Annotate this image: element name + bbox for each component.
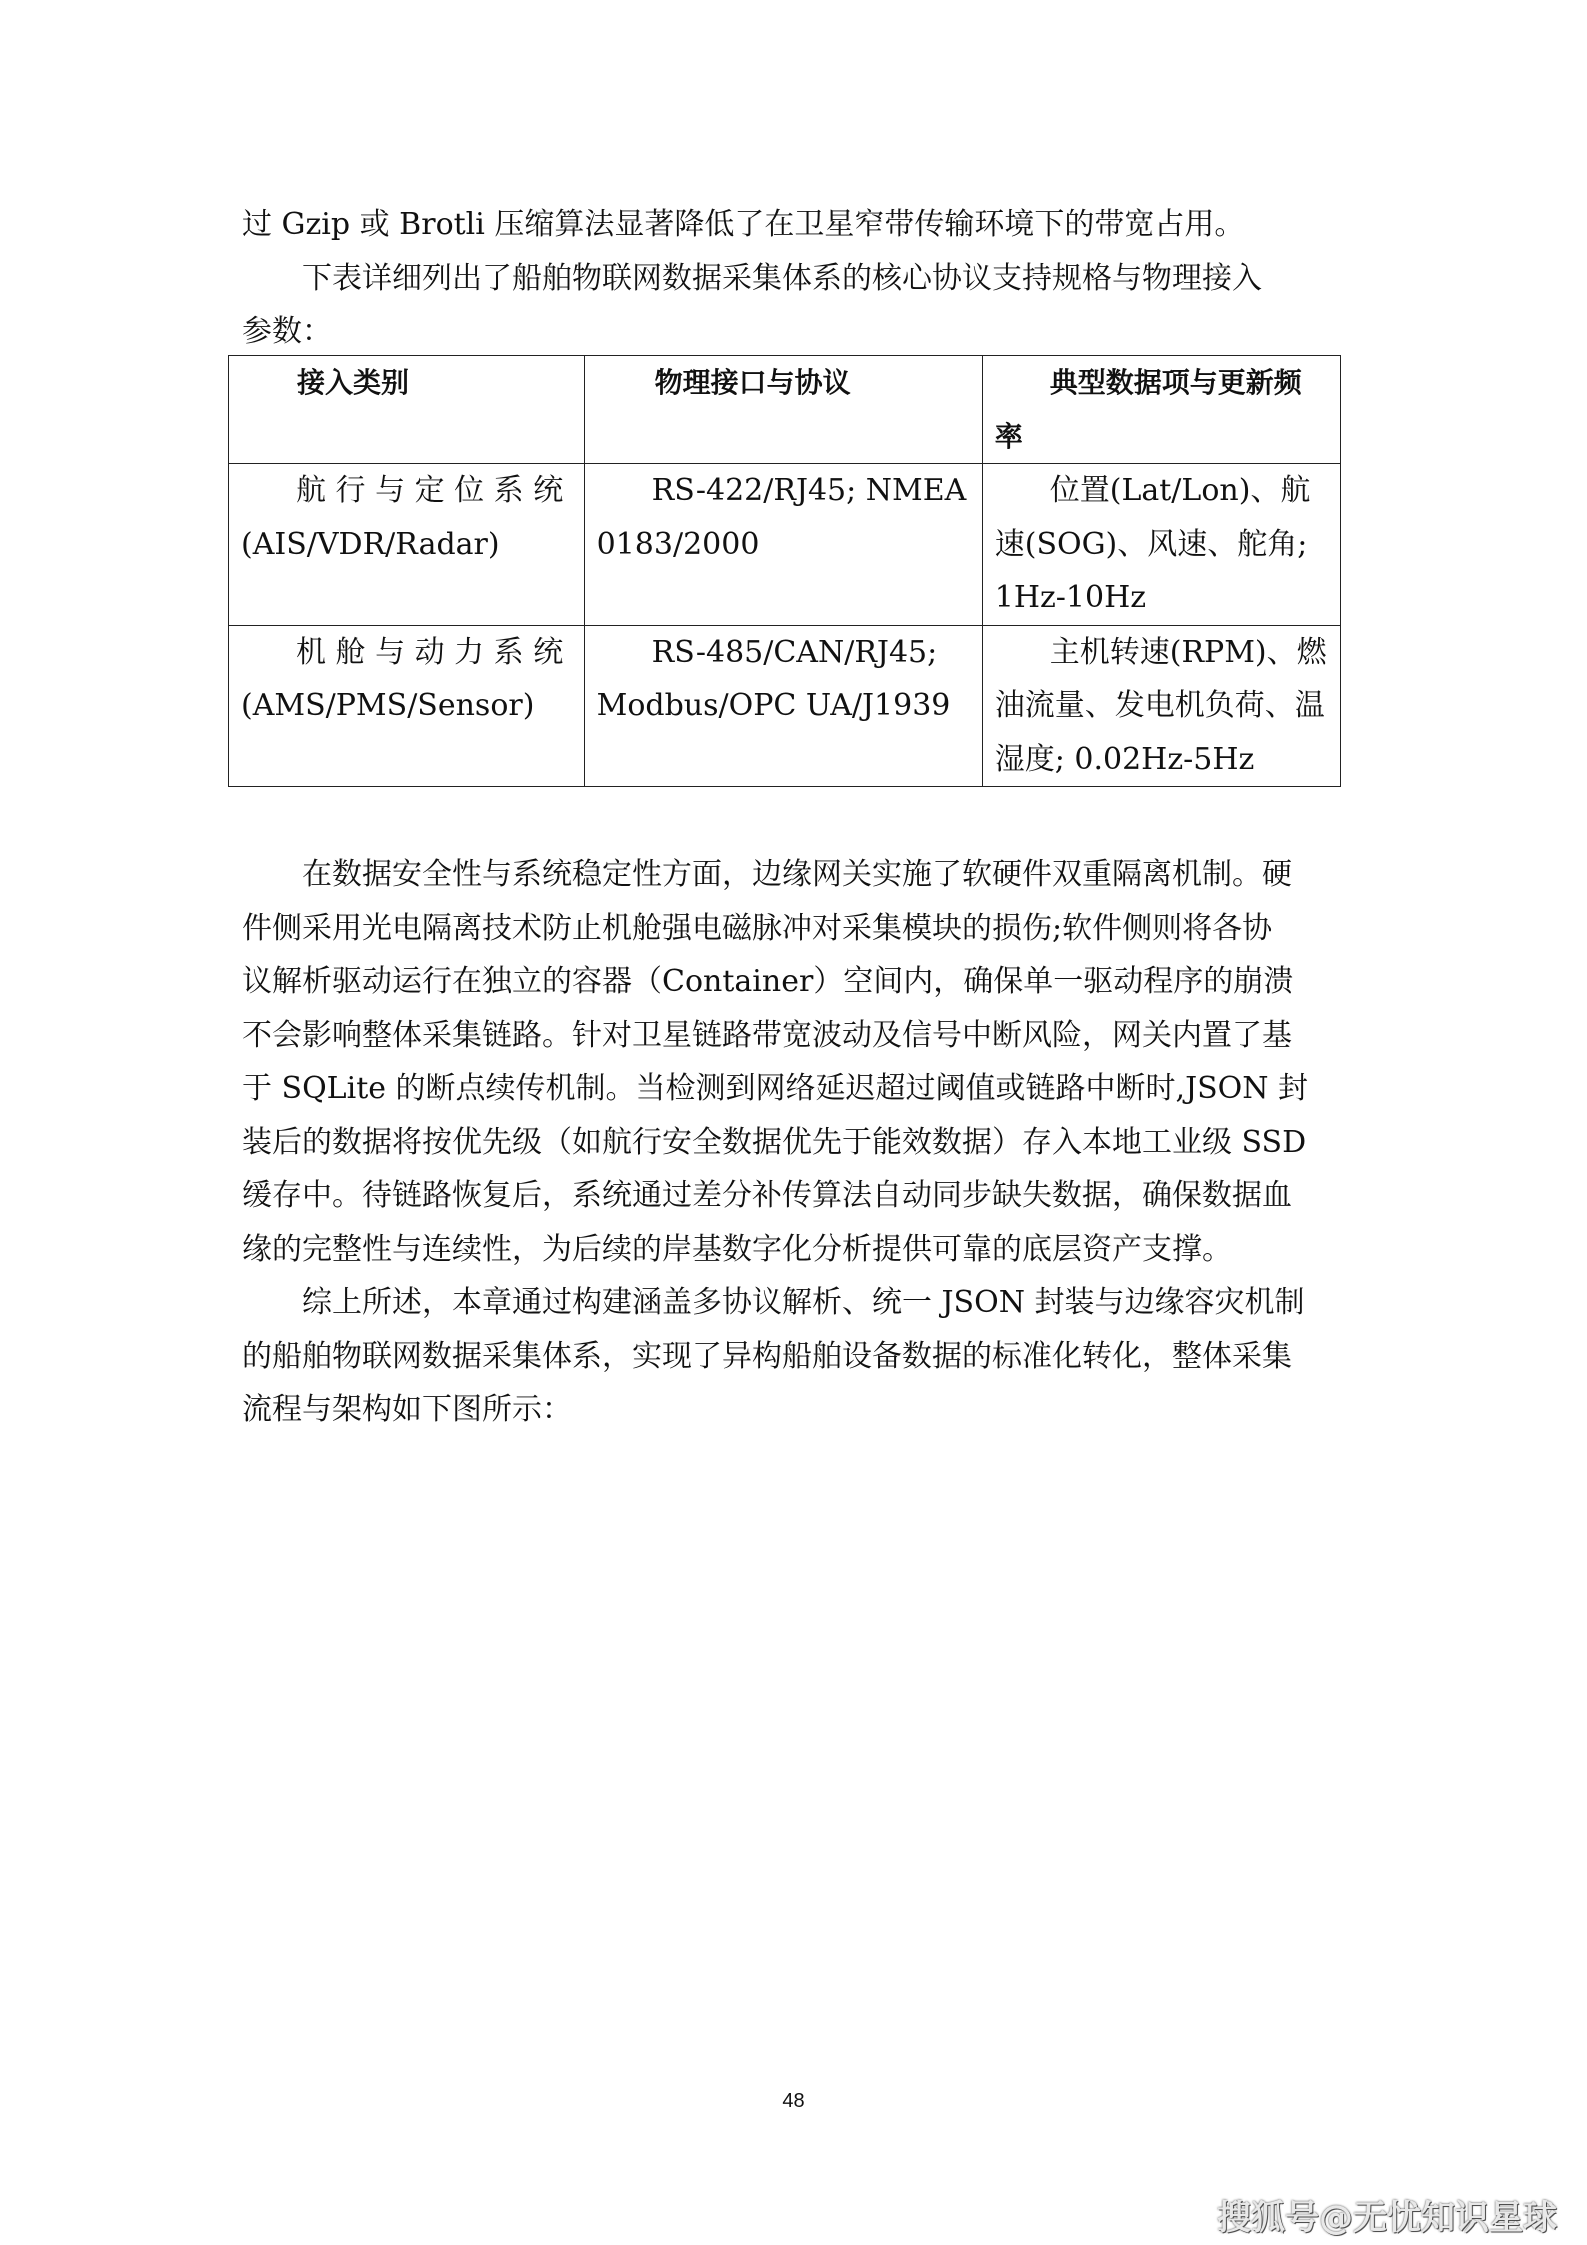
text-line: 参数： — [242, 314, 332, 349]
table-cell: 航 行 与 定 位 系 统 (AIS/VDR/Radar) — [229, 464, 585, 626]
text-line: 缓存中。待链路恢复后，系统通过差分补传算法自动同步缺失数据，确保数据血 — [242, 1178, 1292, 1213]
text-line: 于 SQLite 的断点续传机制。当检测到网络延迟超过阈值或链路中断时,JSON 封 — [242, 1071, 1309, 1106]
text-line: 在数据安全性与系统稳定性方面，边缘网关实施了软硬件双重隔离机制。硬 — [302, 857, 1292, 892]
page-number: 48 — [782, 2090, 805, 2112]
table-header-cell: 典型数据项与更新频 率 — [982, 356, 1340, 464]
protocol-spec-table — [228, 355, 1341, 787]
text-line: 议解析驱动运行在独立的容器（Container）空间内，确保单一驱动程序的崩溃 — [242, 964, 1294, 999]
body-paragraph — [242, 848, 1352, 1276]
summary-paragraph — [242, 1276, 1352, 1437]
table-cell: RS-422/RJ45; NMEA 0183/2000 — [584, 464, 982, 626]
table-cell: 机 舱 与 动 力 系 统 (AMS/PMS/Sensor) — [229, 625, 585, 787]
text-line: 的船舶物联网数据采集体系，实现了异构船舶设备数据的标准化转化，整体采集 — [242, 1338, 1292, 1374]
table-header-cell: 接入类别 — [229, 356, 585, 464]
text-line: 综上所述，本章通过构建涵盖多协议解析、统一 JSON 封装与边缘容灾机制 — [302, 1285, 1305, 1320]
table-header-cell: 物理接口与协议 — [584, 356, 982, 464]
text-line: 过 Gzip 或 Brotli 压缩算法显著降低了在卫星窄带传输环境下的带宽占用。 — [242, 207, 1245, 242]
text-line: 件侧采用光电隔离技术防止机舱强电磁脉冲对采集模块的损伤;软件侧则将各协 — [242, 910, 1273, 946]
text-line: 缘的完整性与连续性，为后续的岸基数字化分析提供可靠的底层资产支撑。 — [242, 1231, 1232, 1267]
text-line: 不会影响整体采集链路。针对卫星链路带宽波动及信号中断风险，网关内置了基 — [242, 1017, 1292, 1053]
text-line: 流程与架构如下图所示： — [242, 1392, 572, 1427]
text-line: 下表详细列出了船舶物联网数据采集体系的核心协议支持规格与物理接入 — [302, 260, 1262, 296]
table-header-row — [229, 356, 1341, 464]
table-row — [229, 625, 1341, 787]
text-line: 装后的数据将按优先级（如航行安全数据优先于能效数据）存入本地工业级 SSD — [242, 1124, 1307, 1160]
intro-paragraph — [242, 198, 1352, 359]
table-cell: RS-485/CAN/RJ45; Modbus/OPC UA/J1939 — [584, 625, 982, 787]
table-cell: 主机转速(RPM)、燃 油流量、发电机负荷、温 湿度; 0.02Hz-5Hz — [982, 625, 1340, 787]
table-row — [229, 464, 1341, 626]
table-cell: 位置(Lat/Lon)、航 速(SOG)、风速、舵角; 1Hz-10Hz — [982, 464, 1340, 626]
watermark: 搜狐号@无忧知识星球 — [1217, 2198, 1557, 2238]
